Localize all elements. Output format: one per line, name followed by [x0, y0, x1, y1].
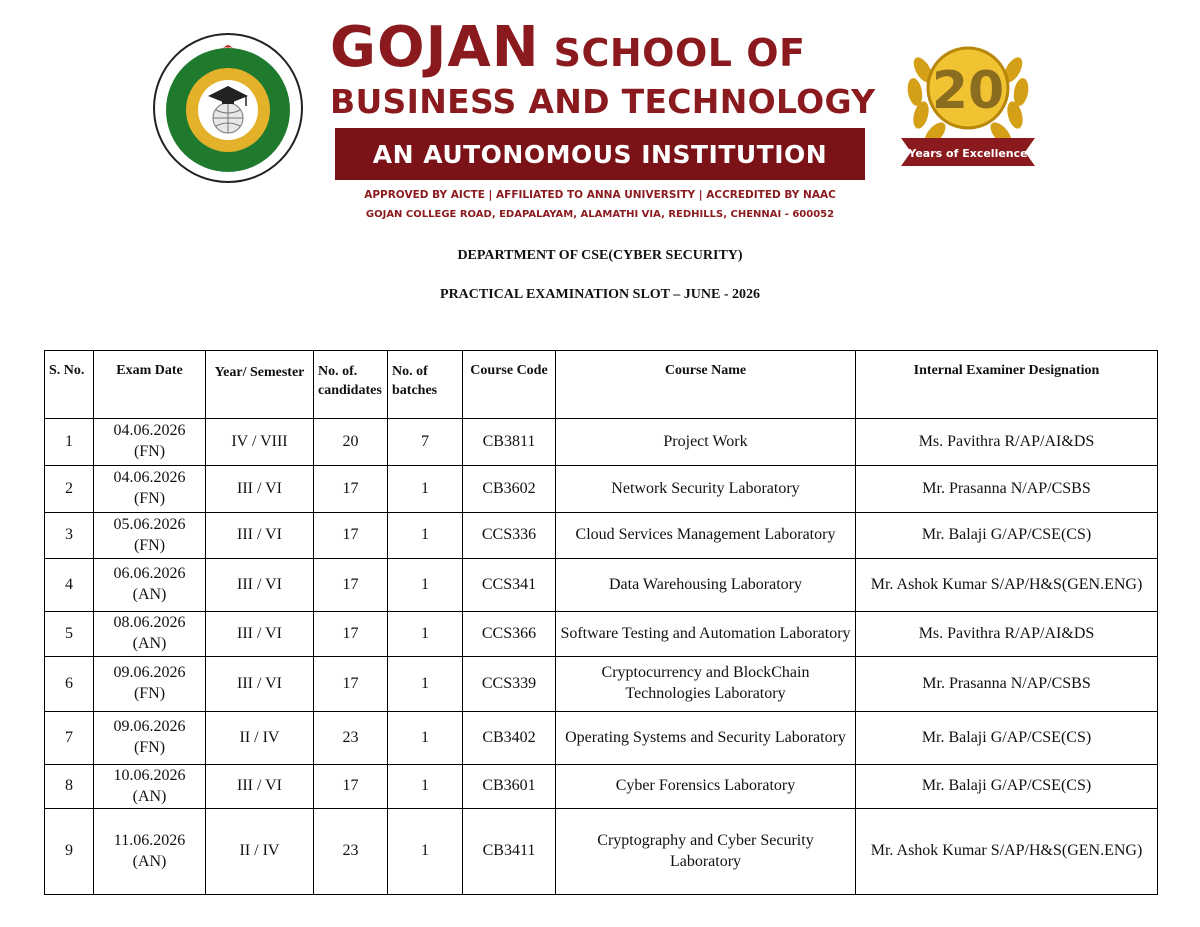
- cell-examiner: Ms. Pavithra R/AP/AI&DS: [856, 419, 1158, 466]
- header-sno: S. No.: [45, 351, 94, 419]
- department-title: DEPARTMENT OF CSE(CYBER SECURITY): [457, 248, 743, 263]
- cell-sno: 3: [45, 513, 94, 559]
- cell-year-semester: II / IV: [206, 809, 314, 895]
- cell-year-semester: II / IV: [206, 712, 314, 765]
- cell-course-code: CCS341: [463, 559, 556, 612]
- institution-name-school-of: SCHOOL OF: [553, 31, 806, 75]
- cell-batches: 1: [388, 513, 463, 559]
- cell-sno: 5: [45, 612, 94, 657]
- cell-course-code: CCS339: [463, 657, 556, 712]
- cell-course-name: Cloud Services Management Laboratory: [556, 513, 856, 559]
- cell-year-semester: III / VI: [206, 765, 314, 809]
- table-row: [45, 809, 1158, 895]
- cell-exam-date: 10.06.2026 (AN): [94, 765, 206, 809]
- cell-course-name: Cyber Forensics Laboratory: [556, 765, 856, 809]
- cell-batches: 7: [388, 419, 463, 466]
- cell-examiner: Mr. Prasanna N/AP/CSBS: [856, 466, 1158, 513]
- cell-exam-date: 09.06.2026 (FN): [94, 657, 206, 712]
- cell-batches: 1: [388, 712, 463, 765]
- exam-schedule-table: [44, 350, 1158, 895]
- cell-candidates: 17: [314, 765, 388, 809]
- cell-course-name: Operating Systems and Security Laboratory: [556, 712, 856, 765]
- cell-year-semester: III / VI: [206, 612, 314, 657]
- header-examiner: Internal Examiner Designation: [856, 351, 1158, 419]
- cell-exam-date: 04.06.2026 (FN): [94, 419, 206, 466]
- cell-sno: 1: [45, 419, 94, 466]
- table-header-row: [45, 351, 1158, 419]
- cell-year-semester: III / VI: [206, 657, 314, 712]
- cell-examiner: Ms. Pavithra R/AP/AI&DS: [856, 612, 1158, 657]
- cell-sno: 8: [45, 765, 94, 809]
- table-row: [45, 765, 1158, 809]
- cell-year-semester: III / VI: [206, 559, 314, 612]
- header-candidates: No. of. candidates: [314, 351, 388, 419]
- cell-sno: 6: [45, 657, 94, 712]
- cell-course-code: CCS336: [463, 513, 556, 559]
- cell-year-semester: III / VI: [206, 466, 314, 513]
- cell-year-semester: III / VI: [206, 513, 314, 559]
- institution-name-line2: BUSINESS AND TECHNOLOGY: [330, 82, 876, 121]
- cell-batches: 1: [388, 559, 463, 612]
- cell-candidates: 20: [314, 419, 388, 466]
- cell-examiner: Mr. Balaji G/AP/CSE(CS): [856, 765, 1158, 809]
- cell-candidates: 17: [314, 559, 388, 612]
- institution-logo: [152, 32, 304, 184]
- table-row: [45, 466, 1158, 513]
- cell-course-name: Cryptocurrency and BlockChain Technologies Laboratory: [556, 657, 856, 712]
- cell-batches: 1: [388, 657, 463, 712]
- cell-batches: 1: [388, 765, 463, 809]
- cell-course-name: Cryptography and Cyber Security Laboratory: [556, 809, 856, 895]
- cell-exam-date: 09.06.2026 (FN): [94, 712, 206, 765]
- exam-slot-title: PRACTICAL EXAMINATION SLOT – JUNE - 2026: [440, 287, 760, 302]
- 20-years-badge: [893, 20, 1043, 170]
- cell-candidates: 17: [314, 466, 388, 513]
- table-row: [45, 712, 1158, 765]
- cell-course-name: Software Testing and Automation Laboratory: [556, 612, 856, 657]
- cell-examiner: Mr. Prasanna N/AP/CSBS: [856, 657, 1158, 712]
- cell-batches: 1: [388, 809, 463, 895]
- address-line: GOJAN COLLEGE ROAD, EDAPALAYAM, ALAMATHI VIA, REDHILLS, CHENNAI - 600052: [365, 209, 835, 220]
- cell-course-code: CB3601: [463, 765, 556, 809]
- cell-year-semester: IV / VIII: [206, 419, 314, 466]
- cell-examiner: Mr. Ashok Kumar S/AP/H&S(GEN.ENG): [856, 809, 1158, 895]
- cell-sno: 7: [45, 712, 94, 765]
- cell-candidates: 23: [314, 809, 388, 895]
- header-course-code: Course Code: [463, 351, 556, 419]
- approvals-line: APPROVED BY AICTE | AFFILIATED TO ANNA UNIVERSITY | ACCREDITED BY NAAC: [364, 189, 836, 201]
- cell-exam-date: 11.06.2026 (AN): [94, 809, 206, 895]
- header-course-name: Course Name: [556, 351, 856, 419]
- cell-batches: 1: [388, 466, 463, 513]
- header-year-semester: Year/ Semester: [206, 351, 314, 419]
- cell-candidates: 17: [314, 513, 388, 559]
- institution-name-gojan: GOJAN: [330, 15, 540, 80]
- table-row: [45, 513, 1158, 559]
- institution-name: [330, 15, 890, 121]
- cell-exam-date: 04.06.2026 (FN): [94, 466, 206, 513]
- cell-course-name: Network Security Laboratory: [556, 466, 856, 513]
- cell-batches: 1: [388, 612, 463, 657]
- table-row: [45, 559, 1158, 612]
- cell-course-name: Data Warehousing Laboratory: [556, 559, 856, 612]
- cell-sno: 4: [45, 559, 94, 612]
- cell-candidates: 17: [314, 657, 388, 712]
- table-row: [45, 419, 1158, 466]
- cell-examiner: Mr. Balaji G/AP/CSE(CS): [856, 513, 1158, 559]
- cell-course-code: CB3402: [463, 712, 556, 765]
- cell-course-code: CCS366: [463, 612, 556, 657]
- table-row: [45, 612, 1158, 657]
- cell-examiner: Mr. Balaji G/AP/CSE(CS): [856, 712, 1158, 765]
- cell-sno: 9: [45, 809, 94, 895]
- badge-number: 20: [931, 61, 1005, 121]
- header-exam-date: Exam Date: [94, 351, 206, 419]
- cell-exam-date: 05.06.2026 (FN): [94, 513, 206, 559]
- cell-course-name: Project Work: [556, 419, 856, 466]
- cell-exam-date: 06.06.2026 (AN): [94, 559, 206, 612]
- table-row: [45, 657, 1158, 712]
- cell-course-code: CB3602: [463, 466, 556, 513]
- cell-candidates: 17: [314, 612, 388, 657]
- header-batches: No. of batches: [388, 351, 463, 419]
- cell-sno: 2: [45, 466, 94, 513]
- cell-course-code: CB3811: [463, 419, 556, 466]
- autonomous-banner: AN AUTONOMOUS INSTITUTION: [335, 128, 865, 180]
- cell-exam-date: 08.06.2026 (AN): [94, 612, 206, 657]
- cell-candidates: 23: [314, 712, 388, 765]
- cell-course-code: CB3411: [463, 809, 556, 895]
- badge-ribbon-text: Years of Excellence: [908, 147, 1028, 160]
- cell-examiner: Mr. Ashok Kumar S/AP/H&S(GEN.ENG): [856, 559, 1158, 612]
